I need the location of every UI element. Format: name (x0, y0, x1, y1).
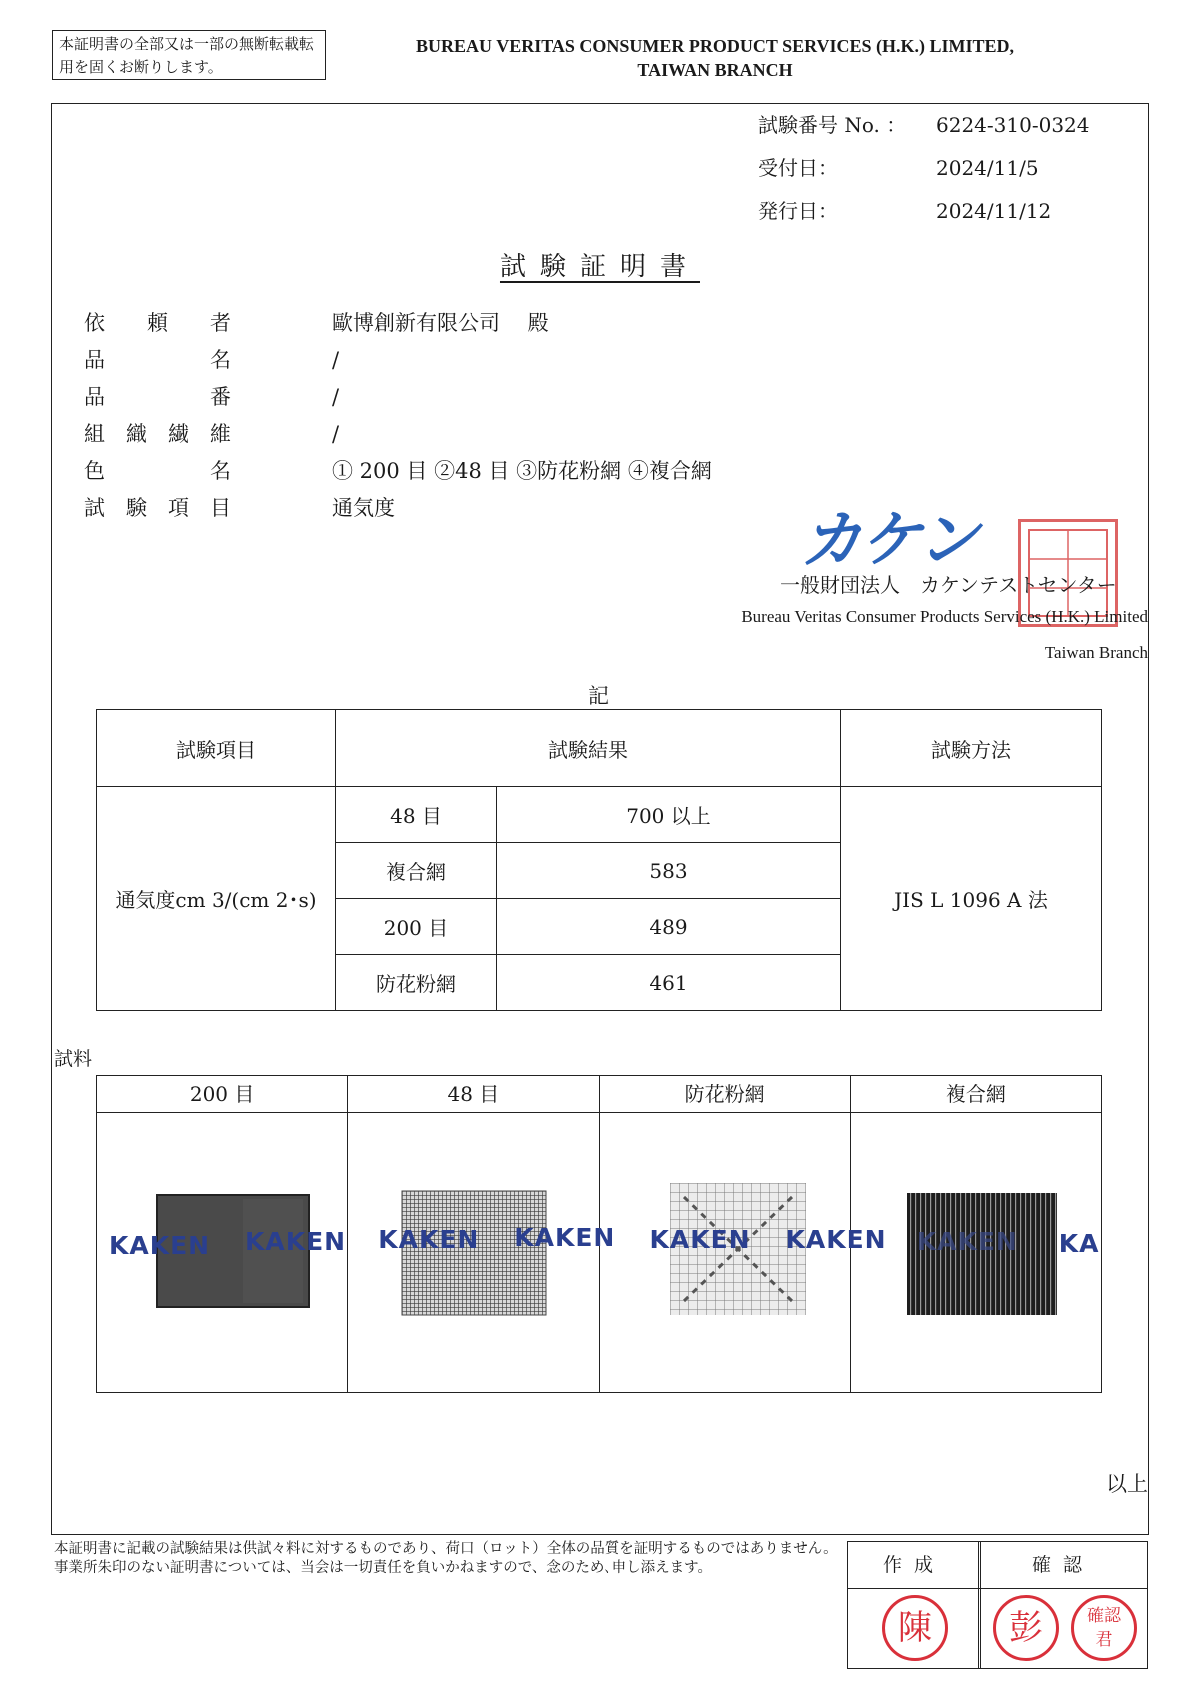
field-label: 組 織 繊 維 (84, 422, 231, 446)
field-test-item (84, 491, 395, 525)
test-method-cell: JIS L 1096 A 法 (841, 787, 1102, 1011)
field-label: 依 頼 者 (84, 311, 231, 335)
field-value: 通気度 (332, 496, 395, 520)
confirmed-label: 確認 (979, 1542, 1147, 1589)
confirmed-by-box (978, 1541, 1148, 1669)
end-mark: 以上 (1106, 1472, 1148, 1496)
confirmed-seal-approval (1071, 1595, 1137, 1661)
kaken-tag: KAKEN (916, 1227, 1018, 1256)
sample-name-cell: 防花粉網 (336, 955, 497, 1011)
notice-text: 本証明書の全部又は一部の無断転載転用を固くお断りします。 (59, 35, 315, 76)
sample-header: 防花粉網 (600, 1076, 850, 1113)
kaken-tag: KAKEN (245, 1227, 347, 1256)
samples-grid (96, 1075, 1102, 1393)
sample-header: 複合網 (851, 1076, 1101, 1113)
confirmed-stamp-area (979, 1589, 1147, 1669)
sample-column-48 (348, 1076, 616, 1392)
test-number-label: 試験番号 No. ： (758, 113, 907, 137)
header-test-result: 試験結果 (336, 710, 841, 787)
field-label: 試 験 項 目 (84, 496, 231, 520)
result-value-cell: 583 (497, 843, 841, 899)
field-value: 歐博創新有限公司 殿 (332, 311, 549, 335)
issued-date-label: 発行日： (758, 199, 838, 223)
footer-note (54, 1540, 844, 1578)
field-fiber (84, 417, 339, 451)
document-title: 試験証明書 (499, 252, 700, 282)
header-test-method: 試験方法 (841, 710, 1102, 787)
issuer-org-english: Bureau Veritas Consumer Products Services (H.K.) Limited (741, 607, 1148, 626)
field-product-name (84, 343, 339, 377)
confirmed-seal-peng: 彭 (993, 1595, 1059, 1661)
company-name (340, 34, 1090, 82)
prepared-seal: 陳 (882, 1595, 948, 1661)
table-row (97, 787, 1102, 843)
field-value: ① 200 目 ②48 目 ③防花粉網 ④複合網 (332, 459, 712, 483)
approval-seal-bottom: 君 (1095, 1630, 1113, 1650)
result-value-cell: 489 (497, 899, 841, 955)
ki-mark: 記 (588, 684, 609, 708)
field-color (84, 454, 712, 488)
results-table (96, 709, 1102, 1011)
field-value: / (332, 348, 340, 372)
sample-column-200 (97, 1076, 348, 1392)
sample-photo (348, 1113, 616, 1392)
sample-name-cell: 48 目 (336, 787, 497, 843)
test-item-cell: 通気度cm 3/(cm 2･s) (97, 787, 336, 1011)
field-value: / (332, 422, 340, 446)
sample-name-cell: 複合網 (336, 843, 497, 899)
kaken-tag: KAKEN (109, 1231, 211, 1260)
sample-column-composite (851, 1076, 1101, 1392)
field-label: 色 名 (84, 459, 231, 483)
received-date-row (758, 153, 1039, 183)
issuer-org-branch: Taiwan Branch (1044, 643, 1148, 662)
kaken-tag: KAKEN (378, 1225, 480, 1254)
sample-photo (97, 1113, 347, 1392)
test-number-row (758, 110, 1090, 140)
field-label: 品 番 (84, 385, 231, 409)
result-value-cell: 700 以上 (497, 787, 841, 843)
header-test-item: 試験項目 (97, 710, 336, 787)
field-product-number (84, 380, 339, 414)
sample-photo (851, 1113, 1101, 1392)
footer-note-line-1: 本証明書に記載の試験結果は供試々料に対するものであり、荷口（ロット）全体の品質を証明するものではありません。 (54, 1541, 838, 1557)
received-date: 2024/11/5 (936, 156, 1039, 180)
sample-photo (600, 1113, 887, 1392)
test-number: 6224-310-0324 (936, 113, 1090, 137)
issuer-org-japanese: 一般財団法人 カケンテストセンター (780, 573, 1117, 597)
sample-column-pollen (600, 1076, 887, 1392)
issued-date-row (758, 196, 1051, 226)
notice-box (52, 30, 326, 80)
company-line-2: TAIWAN BRANCH (637, 60, 793, 80)
sample-header: 48 目 (348, 1076, 598, 1113)
prepared-by-box (847, 1541, 981, 1669)
kaken-tag: KAKEN (785, 1225, 887, 1254)
samples-label: 試料 (54, 1048, 93, 1070)
kaken-tag: KAKEN (649, 1225, 751, 1254)
prepared-stamp-area (848, 1589, 980, 1669)
footer-note-line-2: 事業所朱印のない証明書については、当会は一切責任を負いかねますので、念のため､申し添えます。 (54, 1560, 713, 1576)
field-client (84, 306, 549, 340)
field-value: / (332, 385, 340, 409)
prepared-label: 作成 (848, 1542, 980, 1589)
kaken-logo: カケン (800, 503, 977, 576)
approval-seal-top: 確認 (1087, 1606, 1121, 1626)
received-date-label: 受付日： (758, 156, 838, 180)
issued-date: 2024/11/12 (936, 199, 1052, 223)
field-label: 品 名 (84, 348, 231, 372)
result-value-cell: 461 (497, 955, 841, 1011)
kaken-tag: KA (1058, 1229, 1100, 1258)
sample-name-cell: 200 目 (336, 899, 497, 955)
company-line-1: BUREAU VERITAS CONSUMER PRODUCT SERVICES (H.K.) LIMITED, (416, 36, 1014, 56)
table-header-row (97, 710, 1102, 787)
kaken-tag: KAKEN (514, 1223, 616, 1252)
sample-header: 200 目 (97, 1076, 347, 1113)
